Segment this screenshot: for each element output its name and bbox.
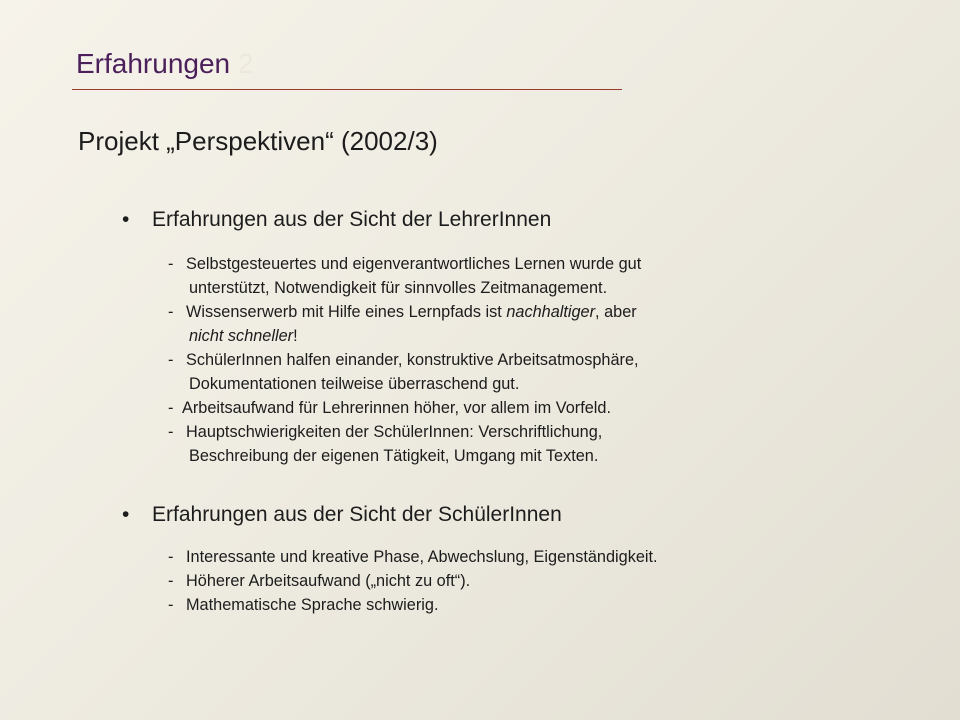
point-text-continued: unterstützt, Notwendigkeit für sinnvolles Zeitmanagement. — [189, 279, 608, 297]
point-text: SchülerInnen halfen einander, konstruktive Arbeitsatmosphäre, — [186, 351, 639, 369]
dash-marker: - — [168, 423, 174, 441]
point-line — [168, 300, 641, 324]
slide-title — [76, 46, 253, 82]
point-text: Mathematische Sprache schwierig. — [186, 596, 439, 614]
list-item — [168, 252, 641, 300]
point-line — [168, 420, 641, 444]
slide-title-text: Erfahrungen — [76, 48, 231, 79]
point-text-continued: Beschreibung der eigenen Tätigkeit, Umgang mit Texten. — [189, 447, 599, 465]
dash-marker: - — [168, 596, 174, 614]
section-heading — [122, 500, 562, 530]
bullet-icon: • — [122, 208, 130, 231]
point-text: Hauptschwierigkeiten der SchülerInnen: Verschriftlichung, — [186, 423, 603, 441]
dash-marker: - — [168, 255, 174, 273]
slide-header — [76, 44, 636, 90]
point-line-continued — [168, 324, 641, 348]
point-list — [168, 252, 641, 468]
point-text: , aber — [595, 303, 637, 321]
point-line — [168, 348, 641, 372]
section-heading-text: Erfahrungen aus der Sicht der LehrerInnen — [152, 208, 552, 231]
list-item — [168, 569, 658, 593]
dash-marker: - — [168, 548, 174, 566]
point-line — [168, 569, 658, 593]
point-text: Interessante und kreative Phase, Abwechslung, Eigenständigkeit. — [186, 548, 658, 566]
point-text: Selbstgesteuertes und eigenverantwortliches Lernen wurde gut — [186, 255, 642, 273]
point-line — [168, 396, 641, 420]
section-heading-text: Erfahrungen aus der Sicht der SchülerInnen — [152, 503, 562, 526]
dash-marker: - — [168, 351, 174, 369]
dash-marker: - — [168, 303, 174, 321]
point-line — [168, 545, 658, 569]
list-item — [168, 300, 641, 348]
dash-marker: - — [168, 572, 174, 590]
point-text: Höherer Arbeitsaufwand („nicht zu oft“). — [186, 572, 471, 590]
point-line — [168, 593, 658, 617]
point-text-continued: Dokumentationen teilweise überraschend gut. — [189, 375, 520, 393]
section-heading — [122, 205, 551, 235]
title-divider — [72, 89, 622, 90]
list-item — [168, 420, 641, 468]
list-item — [168, 593, 658, 617]
list-item — [168, 396, 641, 420]
point-line — [168, 252, 641, 276]
point-list — [168, 545, 658, 617]
slide-title-number: 2 — [237, 48, 254, 79]
point-text: Arbeitsaufwand für Lehrerinnen höher, vor allem im Vorfeld. — [182, 399, 611, 417]
point-emphasis: nicht schneller — [189, 327, 294, 345]
point-emphasis: nachhaltiger — [506, 303, 596, 321]
point-text: ! — [293, 327, 298, 345]
point-text: Wissenserwerb mit Hilfe eines Lernpfads ist — [186, 303, 507, 321]
bullet-icon: • — [122, 503, 130, 526]
project-heading: Projekt „Perspektiven“ (2002/3) — [78, 126, 438, 156]
dash-marker: - — [168, 399, 174, 417]
list-item — [168, 348, 641, 396]
list-item — [168, 545, 658, 569]
